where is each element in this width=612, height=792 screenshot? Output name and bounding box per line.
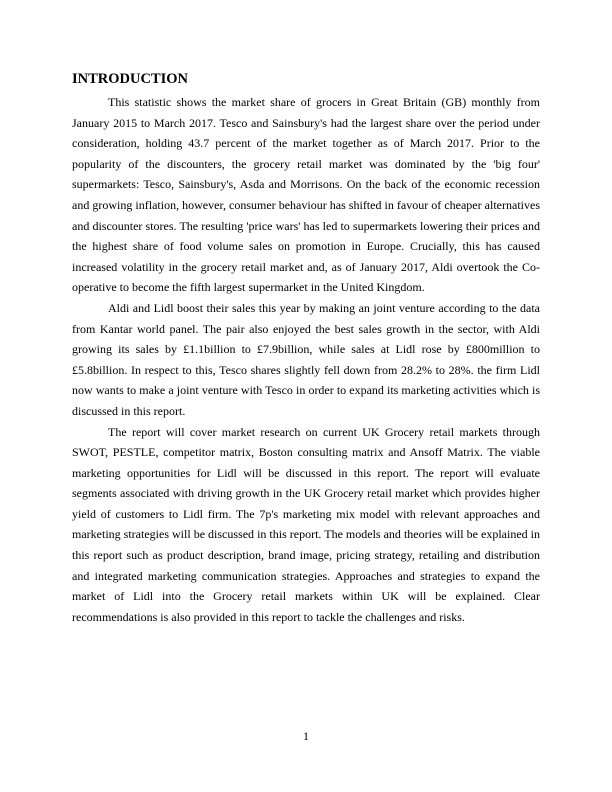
paragraph-market-share: This statistic shows the market share of grocers in Great Britain (GB) monthly from January 2015 to March 2017. Tesco and Sainsbury's had the largest share over the period under consideration, holding 43.7 percent of the market together as of March 2017. Prior to the popularity of the discounters, the grocery retail market was dominated by the 'big four' supermarkets: Tesco, Sainsbury's, Asda and Morrisons. On the back of the economic recession and growing inflation, however, consumer behaviour has shifted in favour of cheaper alternatives and discounter stores. The resulting 'price wars' has led to supermarkets lowering their prices and the highest share of food volume sales on promotion in Europe. Crucially, this has caused increased volatility in the grocery retail market and, as of January 2017, Aldi overtook the Co-operative to become the fifth largest supermarket in the United Kingdom.	[72, 95, 540, 295]
document-page	[72, 70, 540, 627]
paragraph-report-scope: The report will cover market research on current UK Grocery retail markets through SWOT, PESTLE, competitor matrix, Boston consulting matrix and Ansoff Matrix. The viable marketing opportunities for Lidl will be discussed in this report. The report will evaluate segments associated with driving growth in the UK Grocery retail market which provides higher yield of customers to Lidl firm. The 7p's marketing mix model with relevant approaches and marketing strategies will be discussed in this report. The models and theories will be explained in this report such as product description, brand image, pricing strategy, retailing and distribution and integrated marketing communication strategies. Approaches and strategies to expand the market of Lidl into the Grocery retail markets within UK will be explained. Clear recommendations is also provided in this report to tackle the challenges and risks.	[72, 424, 540, 624]
paragraph-aldi-lidl: Aldi and Lidl boost their sales this year by making an joint venture according to the data from Kantar world panel. The pair also enjoyed the best sales growth in the sector, with Aldi growing its sales by £1.1billion to £7.9billion, while sales at Lidl rose by £800million to £5.8billion. In respect to this, Tesco shares slightly fell down from 28.2% to 28%. the firm Lidl now wants to make a joint venture with Tesco in order to expand its marketing activities which is discussed in this report.	[72, 300, 540, 418]
page-number: 1	[303, 729, 309, 743]
section-heading: INTRODUCTION	[72, 71, 189, 87]
